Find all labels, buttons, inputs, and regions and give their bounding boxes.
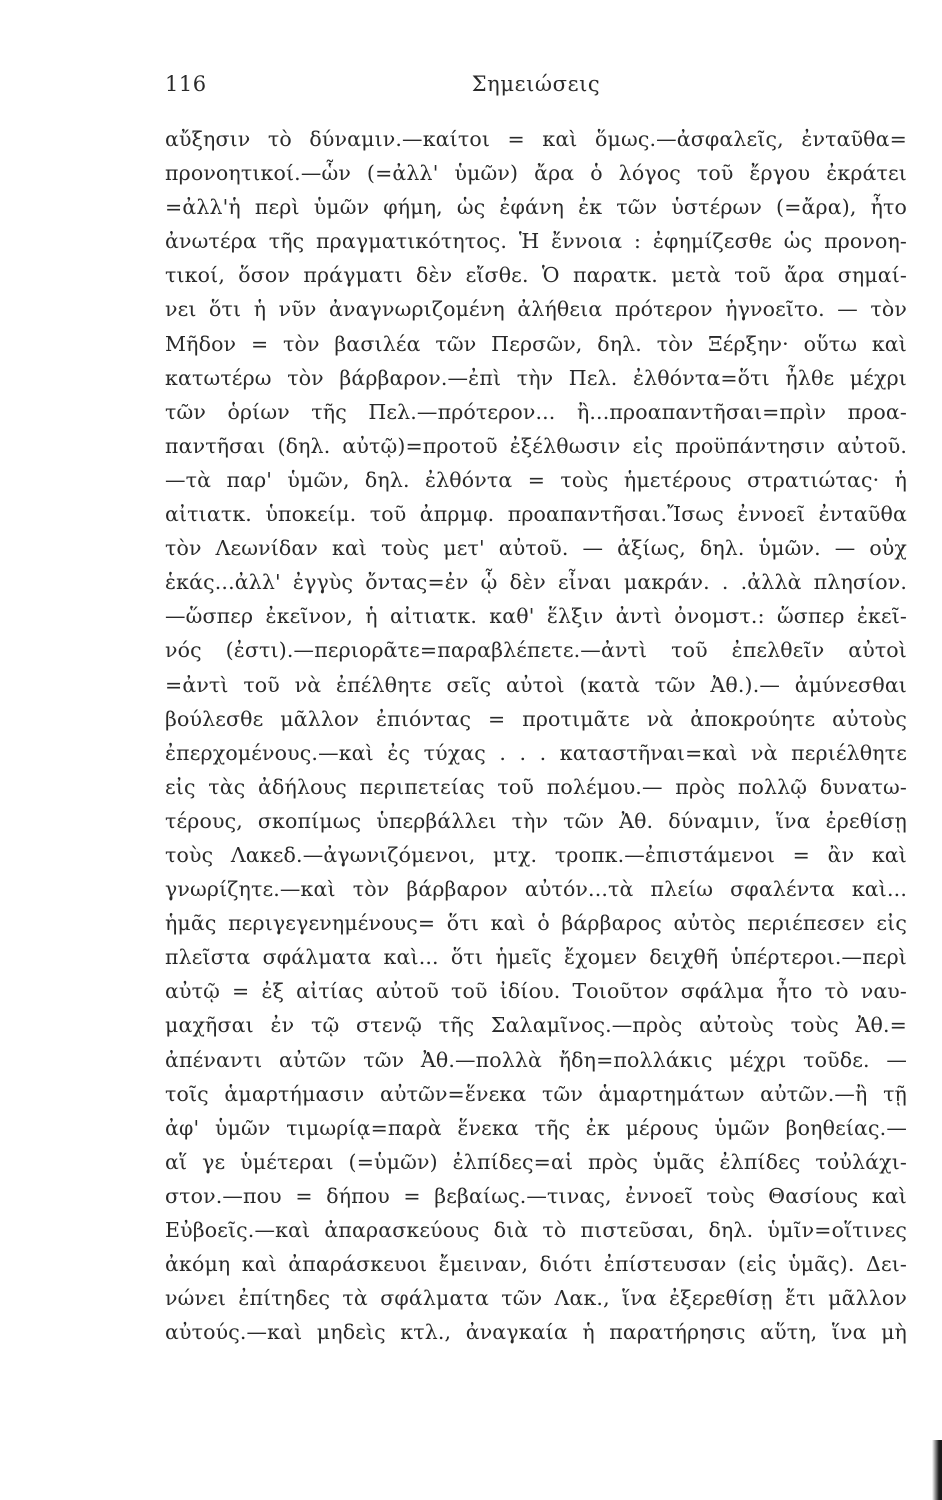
text-line: εἰς τὰς ἀδήλους περιπετείας τοῦ πολέμου.— πρὸς πολλῷ δυνατω- [165,774,907,799]
running-head-title: Σημειώσεις [471,72,601,96]
text-line: ἀπέναντι αὐτῶν τῶν Ἀθ.—πολλὰ ἤδη=πολλάκις μέχρι τοῦδε. — [165,1047,907,1072]
text-line: ἀνωτέρα τῆς πραγματικότητος. Ἡ ἔννοια : ἐφημίζεσθε ὡς προνοη- [165,229,907,254]
text-line: ἀφ' ὑμῶν τιμωρίᾳ=παρὰ ἕνεκα τῆς ἐκ μέρους ὑμῶν βοηθείας.— [165,1115,907,1140]
page-edge-shadow [932,1440,942,1500]
text-line: αὔξησιν τὸ δύναμιν.—καίτοι = καὶ ὅμως.—ἀσφαλεῖς, ἐνταῦθα= [165,127,907,151]
text-line: τοὺς Λακεδ.—ἀγωνιζόμενοι, μτχ. τροπκ.—ἐπιστάμενοι = ἂν καὶ [165,842,907,867]
text-line: ἑκάς...ἀλλ' ἐγγὺς ὄντας=ἐν ᾧ δὲν εἶναι μακράν. . .ἀλλὰ πλησίον. [165,570,907,595]
page-number: 116 [165,72,207,96]
text-line: κατωτέρω τὸν βάρβαρον.—ἐπὶ τὴν Πελ. ἐλθόντα=ὅτι ἦλθε μέχρι [165,365,907,390]
text-line: —τὰ παρ' ὑμῶν, δηλ. ἐλθόντα = τοὺς ἡμετέρους στρατιώτας· ἡ [165,467,907,492]
text-line: προνοητικοί.—ὧν (=ἀλλ' ὑμῶν) ἄρα ὁ λόγος τοῦ ἔργου ἐκράτει [165,161,907,186]
text-line: αὐτῷ = ἐξ αἰτίας αὐτοῦ τοῦ ἰδίου. Τοιοῦτον σφάλμα ἦτο τὸ ναυ- [165,979,907,1004]
text-line: =ἀντὶ τοῦ νὰ ἐπέλθητε σεῖς αὐτοὶ (κατὰ τῶν Ἀθ.).— ἀμύνεσθαι [165,672,907,697]
text-line: νώνει ἐπίτηδες τὰ σφάλματα τῶν Λακ., ἵνα ἐξερεθίσῃ ἔτι μᾶλλον [165,1286,907,1311]
text-line: αὐτούς.—καὶ μηδεὶς κτλ., ἀναγκαία ἡ παρατήρησις αὕτη, ἵνα μὴ [165,1320,907,1345]
text-line: Μῆδον = τὸν βασιλέα τῶν Περσῶν, δηλ. τὸν Ξέρξην· οὕτω καὶ [165,331,907,356]
text-line: πλεῖστα σφάλματα καὶ... ὅτι ἡμεῖς ἔχομεν δειχθῆ ὑπέρτεροι.—περὶ [165,945,907,970]
text-line: τῶν ὁρίων τῆς Πελ.—πρότερον... ἢ...προαπαντῆσαι=πρὶν προα- [165,399,907,424]
text-line: τέρους, σκοπίμως ὑπερβάλλει τὴν τῶν Ἀθ. δύναμιν, ἵνα ἐρεθίσῃ [165,808,907,833]
text-line: βούλεσθε μᾶλλον ἐπιόντας = προτιμᾶτε νὰ ἀποκρούητε αὐτοὺς [165,706,907,731]
text-line: γνωρίζητε.—καὶ τὸν βάρβαρον αὐτόν...τὰ πλείω σφαλέντα καὶ... [165,877,907,902]
text-line: ἡμᾶς περιγεγενημένους= ὅτι καὶ ὁ βάρβαρος αὐτὸς περιέπεσεν εἰς [165,911,907,936]
text-line: τὸν Λεωνίδαν καὶ τοὺς μετ' αὐτοῦ. — ἀξίως, δηλ. ὑμῶν. — οὐχ [165,536,907,561]
text-line: =ἀλλ'ἡ περὶ ὑμῶν φήμη, ὡς ἐφάνη ἐκ τῶν ὑστέρων (=ἄρα), ἦτο [165,195,907,220]
text-line: στον.—που = δήπου = βεβαίως.—τινας, ἐννοεῖ τοὺς Θασίους καὶ [165,1183,907,1208]
text-line: νός (ἐστι).—περιορᾶτε=παραβλέπετε.—ἀντὶ τοῦ ἐπελθεῖν αὐτοὶ [165,638,907,663]
notes-body [165,122,907,1349]
text-line: αἰτιατκ. ὑποκείμ. τοῦ ἀπρμφ. προαπαντῆσαι.Ἴσως ἐννοεῖ ἐνταῦθα [165,502,907,527]
running-head [165,72,907,102]
text-line: ἐπερχομένους.—καὶ ἐς τύχας . . . καταστῆναι=καὶ νὰ περιέλθητε [165,740,907,765]
text-line: ἀκόμη καὶ ἀπαράσκευοι ἔμειναν, διότι ἐπίστευσαν (εἰς ὑμᾶς). Δει- [165,1252,907,1277]
text-line: τικοί, ὅσον πράγματι δὲν εἴσθε. Ὁ παρατκ. μετὰ τοῦ ἄρα σημαί- [165,263,907,288]
text-line: παντῆσαι (δηλ. αὐτῷ)=προτοῦ ἐξέλθωσιν εἰς προϋπάντησιν αὐτοῦ. [165,433,907,458]
text-line: αἵ γε ὑμέτεραι (=ὑμῶν) ἐλπίδες=αἱ πρὸς ὑμᾶς ἐλπίδες τοὐλάχι- [165,1149,907,1174]
text-line: —ὥσπερ ἐκεῖνον, ἡ αἰτιατκ. καθ' ἕλξιν ἀντὶ ὀνομστ.: ὥσπερ ἐκεῖ- [165,604,907,629]
text-line: Εὐβοεῖς.—καὶ ἀπαρασκεύους διὰ τὸ πιστεῦσαι, δηλ. ὑμῖν=οἵτινες [165,1218,907,1242]
text-line: τοῖς ἁμαρτήμασιν αὐτῶν=ἕνεκα τῶν ἁμαρτημάτων αὐτῶν.—ἢ τῇ [165,1081,907,1106]
text-line: μαχῆσαι ἐν τῷ στενῷ τῆς Σαλαμῖνος.—πρὸς αὐτοὺς τοὺς Ἀθ.= [165,1013,907,1038]
text-line: νει ὅτι ἡ νῦν ἀναγνωριζομένη ἀλήθεια πρότερον ἠγνοεῖτο. — τὸν [165,297,907,322]
